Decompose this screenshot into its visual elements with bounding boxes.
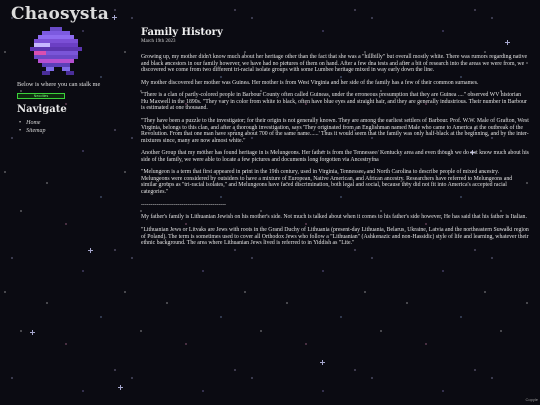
pixel-avatar-image <box>30 27 82 79</box>
sparkle-decoration <box>112 15 117 20</box>
post-title: Family History <box>141 27 223 38</box>
post-paragraph: "There is a clan of partly-colored people in Barbour County often called Guineas, under the erroneous presumption that they are Guinea ...." observed WV historian Hu Maxwell in the 1890s. "They vary in color from white to black, often have blue eyes and straight hair, and they are generally industrious. Their number in Barbour is estimated at one thousand. <box>141 92 527 112</box>
nav-item-home[interactable]: • Home <box>26 120 45 128</box>
footer-credit: Copyle <box>525 397 538 402</box>
post-paragraph: My father's family is Lithuanian Jewish on his mother's side. Not much is talked about when it comes to his father's side however, He has said that his father is Italian. <box>141 214 527 221</box>
post-paragraph: "They have been a puzzle to the investigator; for their origin is not generally known. They are among the earliest settlers of Barbour. Prof. W.W. Male of Grafton, West Virginia, belongs to this clan, and after a thorough investigation, says 'They originated from an Englishman named Male who came to America at the outbreak of the Revolution. From that one man have sprung about 700 of the same name......' Thus it would seem that the family was only half-black at the beginning, and by the inter-mixtures since, many are now almost white." <box>141 118 529 144</box>
sparkle-decoration <box>88 248 93 253</box>
nav-list <box>26 120 45 135</box>
post-date: March 19th 2023 <box>141 39 176 44</box>
post-paragraph: "Lithuanian Jews or Litvaks are Jews with roots in the Grand Duchy of Lithuania (present-day Lithuania, Belarus, Ukraine, Latvia and the northeastern Suwałki region of Poland). The term is sometimes used to cover all Orthodox Jews who follow a "Lithuanian" (Ashkenazic and non-Hassidic) style of life and learning, whatever their ethnic background. The area where Lithuanian Jews lived is referred to in Yiddish as "Lite." <box>141 227 529 246</box>
post-content <box>141 27 529 253</box>
section-divider: -------------------------------------------- <box>141 201 226 208</box>
site-title: Chaosysta <box>11 4 109 24</box>
sidebar-caption: Below is where you can stalk me <box>17 81 101 88</box>
nav-item-sitemap[interactable]: • Sitemap <box>26 128 45 136</box>
neocities-button[interactable]: Neocities <box>17 93 65 99</box>
sparkle-decoration <box>118 385 123 390</box>
post-paragraph: My mother discovered her mother was Guinea. Her mother is from West Virginia and her side of the family has a few of their common surnames. <box>141 79 479 86</box>
post-paragraph: "Melungeon is a term that first appeared in print in the 19th century, used in Virginia, Tennessee, and North Carolina to describe people of mixed ancestry. Melungeons were considered by outsiders to have a mixture of European, Native American, and African ancestry. Researchers have referred to Melungeons and similar groups as "tri-racial isolates," and Melungeons have faced discrimination, both legal and social, because they did not fit into America's accepted racial categories." <box>141 169 513 195</box>
sparkle-decoration <box>30 330 35 335</box>
nav-heading: Navigate <box>17 104 67 115</box>
sparkle-decoration <box>320 360 325 365</box>
post-paragraph: Another Group that my mother has found heritage in is Melungeons. Her father is from the Tennessee/ Kentucky area and even though we do not know much about his side of the family, we were able to locate a few pictures and documents long forgotten via Ancestryfna <box>141 150 529 163</box>
post-paragraph: Growing up, my mother didn't know much about her heritage other than the fact that she was a "hillbilly" but overall mostly white. There was rumors regarding native and black ancestors in our family however, we have had no pictures of them on hand. After a few dna tests and after a bit of research into the areas we were from, we discovered we come from two different tri-racial isolate groups with some Lumbee heritage mixed in way early down the line. <box>141 54 528 73</box>
